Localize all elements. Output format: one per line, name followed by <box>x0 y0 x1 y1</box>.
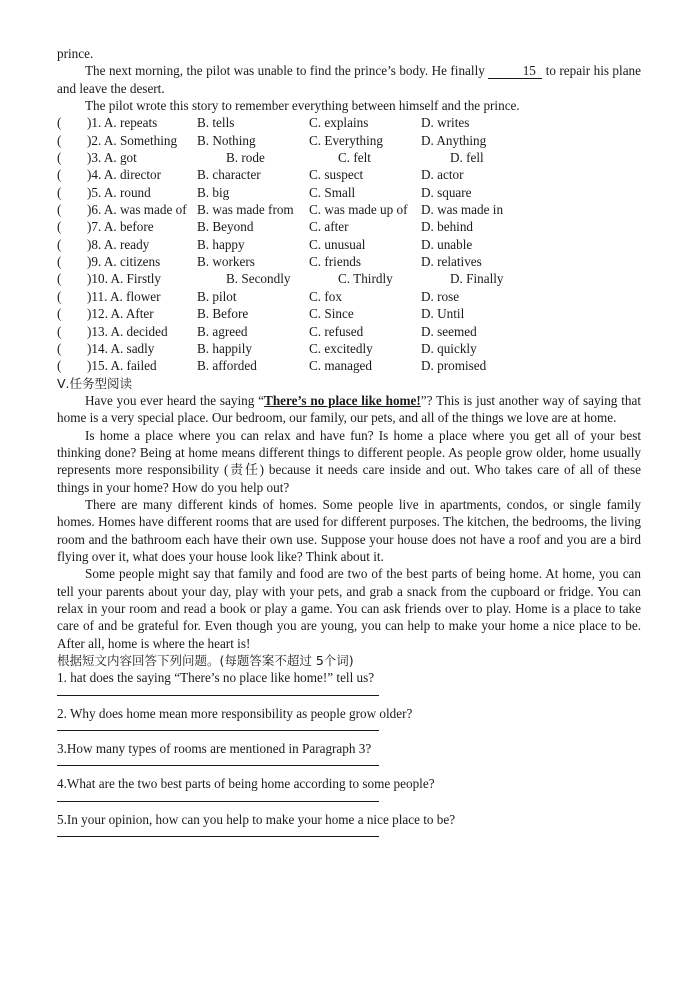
option-c[interactable]: C. refused <box>309 323 364 339</box>
option-c[interactable]: C. suspect <box>309 167 364 183</box>
option-c[interactable]: C. unusual <box>309 236 366 252</box>
saying-emphasis: There’s no place like home! <box>264 392 421 408</box>
option-b[interactable]: B. agreed <box>197 323 248 339</box>
text-span: ”? This is just another way of saying that home is a very special place. Our bedroom, our family, our pets, and all of the things we love are at home. <box>57 392 642 426</box>
option-d[interactable]: D. quickly <box>421 340 477 356</box>
question-row <box>57 114 641 131</box>
answer-paren[interactable]: ( <box>57 115 62 131</box>
option-b[interactable]: B. big <box>197 184 230 200</box>
option-a[interactable]: )5. A. round <box>87 184 151 200</box>
option-d[interactable]: D. unable <box>421 236 473 252</box>
option-a[interactable]: )2. A. Something <box>87 132 178 148</box>
answer-question-2: 2. Why does home mean more responsibility as people grow older? <box>57 705 413 721</box>
option-a[interactable]: )11. A. flower <box>87 288 161 304</box>
option-c[interactable]: C. fox <box>309 288 342 304</box>
option-d[interactable]: D. was made in <box>421 202 504 218</box>
answer-paren[interactable]: ( <box>57 132 62 148</box>
passage-paragraph-4: Some people might say that family and food are two of the best parts of being home. At home, you can tell your parents about your day, play with your pets, and grab a snack from the cupboard or fridge. You can relax in your room and read a book or play a game. You can ask friends over to play. Home is a place to take care of and be grateful for. Even though you are young, you can help to make your home a nice place to be. After all, home is where the heart is! <box>57 566 641 651</box>
section-title: Ⅴ.任务型阅读 <box>57 375 133 391</box>
answer-paren[interactable]: ( <box>57 167 62 183</box>
answer-paren[interactable]: ( <box>57 288 62 304</box>
document-page <box>57 45 641 846</box>
choice-questions <box>57 114 641 374</box>
option-b[interactable]: B. happily <box>197 340 252 356</box>
option-b[interactable]: B. Secondly <box>226 271 291 287</box>
question-row <box>57 184 641 201</box>
option-c[interactable]: C. felt <box>338 150 371 166</box>
option-c[interactable]: C. after <box>309 219 349 235</box>
option-d[interactable]: D. square <box>421 184 472 200</box>
question-row <box>57 218 641 235</box>
option-c[interactable]: C. Since <box>309 306 354 322</box>
answer-question-5: 5.In your opinion, how can you help to make your home a nice place to be? <box>57 811 456 827</box>
option-d[interactable]: D. relatives <box>421 254 482 270</box>
option-a[interactable]: )12. A. After <box>87 306 154 322</box>
answer-paren[interactable]: ( <box>57 184 62 200</box>
option-d[interactable]: D. writes <box>421 115 470 131</box>
question-row <box>57 288 641 305</box>
answer-line-4[interactable] <box>57 793 379 802</box>
option-b[interactable]: B. Beyond <box>197 219 254 235</box>
option-b[interactable]: B. happy <box>197 236 245 252</box>
text-span: to repair his plane and leave the desert. <box>57 63 641 96</box>
paragraph: The pilot wrote this story to remember everything between himself and the prince. <box>85 98 520 114</box>
question-row <box>57 132 641 149</box>
option-b[interactable]: B. afforded <box>197 358 257 374</box>
option-a[interactable]: )7. A. before <box>87 219 154 235</box>
option-a[interactable]: )13. A. decided <box>87 323 168 339</box>
option-b[interactable]: B. was made from <box>197 202 294 218</box>
question-row <box>57 236 641 253</box>
option-a[interactable]: )9. A. citizens <box>87 254 161 270</box>
text-line: prince. <box>57 46 94 61</box>
question-row <box>57 305 641 322</box>
option-d[interactable]: D. behind <box>421 219 474 235</box>
question-row <box>57 357 641 374</box>
answer-paren[interactable]: ( <box>57 219 62 235</box>
option-b[interactable]: B. Nothing <box>197 132 256 148</box>
passage-paragraph-2: Is home a place where you can relax and have fun? Is home a place where you get all of your best thinking done? Being at home means different things to different people. As people grow older, home usually represents more responsibility (责任) because it needs care inside and out. Who takes care of all of these things in your home? How do you help out? <box>57 427 641 495</box>
question-row <box>57 201 641 218</box>
option-b[interactable]: B. Before <box>197 306 249 322</box>
answer-paren[interactable]: ( <box>57 340 62 356</box>
option-d[interactable]: D. Finally <box>450 271 504 287</box>
option-c[interactable]: C. Everything <box>309 132 383 148</box>
option-b[interactable]: B. rode <box>226 150 265 166</box>
option-a[interactable]: )3. A. got <box>87 150 137 166</box>
blank-15[interactable]: 15 <box>488 64 542 79</box>
option-d[interactable]: D. fell <box>450 150 484 166</box>
option-a[interactable]: )6. A. was made of <box>87 202 187 218</box>
option-b[interactable]: B. workers <box>197 254 255 270</box>
answer-line-5[interactable] <box>57 828 379 837</box>
option-d[interactable]: D. promised <box>421 358 487 374</box>
answer-paren[interactable]: ( <box>57 202 62 218</box>
question-row <box>57 270 641 287</box>
option-b[interactable]: B. pilot <box>197 288 237 304</box>
answer-line-2[interactable] <box>57 722 379 731</box>
instruction: 根据短文内容回答下列问题。(每题答案不超过 5个词) <box>57 653 354 669</box>
option-d[interactable]: D. actor <box>421 167 464 183</box>
answer-paren[interactable]: ( <box>57 306 62 322</box>
option-c[interactable]: C. excitedly <box>309 340 373 356</box>
question-row <box>57 149 641 166</box>
option-c[interactable]: C. Thirdly <box>338 271 393 287</box>
option-a[interactable]: )14. A. sadly <box>87 340 155 356</box>
answer-paren[interactable]: ( <box>57 358 62 374</box>
answer-paren[interactable]: ( <box>57 150 62 166</box>
option-c[interactable]: C. friends <box>309 254 362 270</box>
answer-question-1: 1. hat does the saying “There’s no place like home!” tell us? <box>57 670 375 686</box>
option-d[interactable]: D. rose <box>421 288 460 304</box>
answer-paren[interactable]: ( <box>57 271 62 287</box>
option-b[interactable]: B. tells <box>197 115 235 131</box>
option-d[interactable]: D. Anything <box>421 132 487 148</box>
answer-paren[interactable]: ( <box>57 323 62 339</box>
text-span: Have you ever heard the saying “ <box>85 392 265 408</box>
answer-line-1[interactable] <box>57 687 379 696</box>
option-a[interactable]: )10. A. Firstly <box>87 271 162 287</box>
answer-paren[interactable]: ( <box>57 236 62 252</box>
paragraph <box>57 62 641 97</box>
option-d[interactable]: D. Until <box>421 306 465 322</box>
option-d[interactable]: D. seemed <box>421 323 477 339</box>
question-row <box>57 166 641 183</box>
option-c[interactable]: C. Small <box>309 184 356 200</box>
passage-paragraph-1 <box>57 392 641 427</box>
text-span: The next morning, the pilot was unable to find the prince’s body. He finally <box>85 63 489 79</box>
answer-line-3[interactable] <box>57 757 379 766</box>
passage-paragraph-3: There are many different kinds of homes. Some people live in apartments, condos, or single family homes. Homes have different rooms that are used for different purposes. The kitchen, the bedrooms, the living room and the bathroom each have their own use. Suppose your house does not have a roof and you are a bird flying over it, what does your house look like? Think about it. <box>57 496 641 564</box>
option-a[interactable]: )1. A. repeats <box>87 115 158 131</box>
option-a[interactable]: )4. A. director <box>87 167 161 183</box>
question-row <box>57 323 641 340</box>
question-row <box>57 253 641 270</box>
option-c[interactable]: C. explains <box>309 115 369 131</box>
option-b[interactable]: B. character <box>197 167 261 183</box>
option-c[interactable]: C. managed <box>309 358 372 374</box>
option-a[interactable]: )15. A. failed <box>87 358 157 374</box>
option-a[interactable]: )8. A. ready <box>87 236 150 252</box>
question-row <box>57 340 641 357</box>
answer-question-4: 4.What are the two best parts of being home according to some people? <box>57 776 435 792</box>
answer-question-3: 3.How many types of rooms are mentioned in Paragraph 3? <box>57 741 372 757</box>
answer-paren[interactable]: ( <box>57 254 62 270</box>
option-c[interactable]: C. was made up of <box>309 202 408 218</box>
